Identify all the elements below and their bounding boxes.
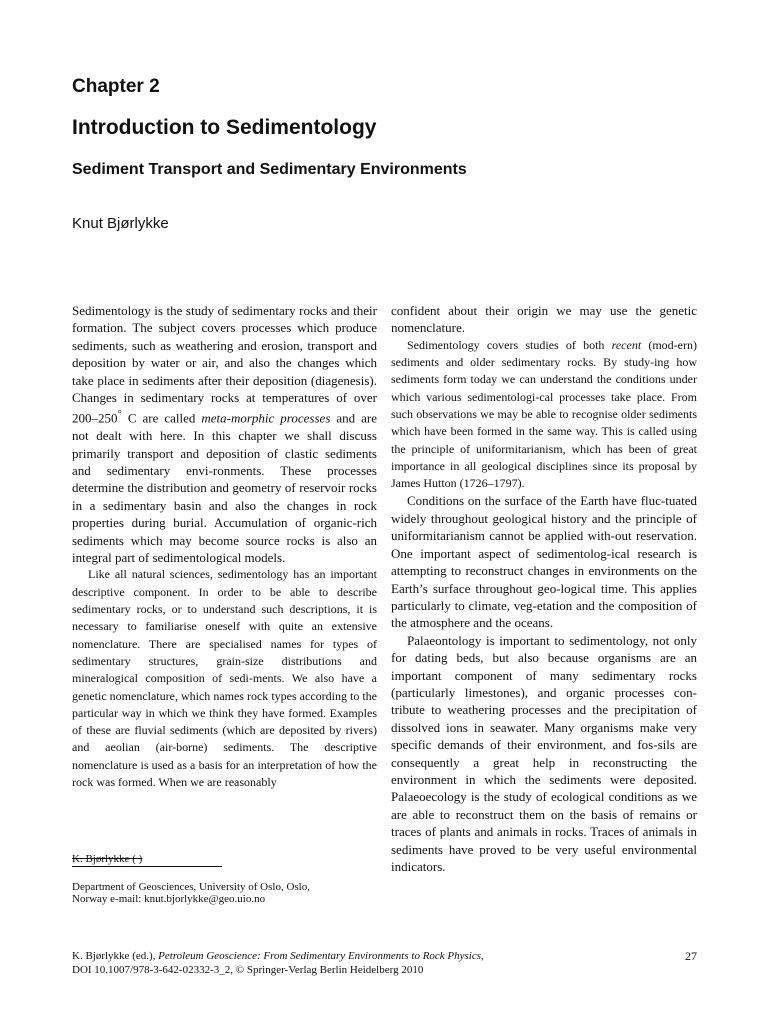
right-paragraph-2-text-a: Sedimentology covers studies of both (407, 337, 612, 352)
right-column (391, 302, 697, 875)
footer-doi: DOI 10.1007/978-3-642-02332-3_2, © Springer-Verlag Berlin Heidelberg 2010 (72, 964, 424, 976)
left-paragraph-1-text-a: Sedimentology is the study of sedimentary rocks and their formation. The subject covers processes which produce sediments, such as weathering and erosion, transport and deposition by water or air, and also the changes which take place in sediments after their deposition (diagenesis). Changes in sedimentary rocks at temperatures of over 200–250 (72, 303, 377, 426)
chapter-title: Introduction to Sedimentology (72, 116, 377, 139)
footnote-author-name: K. Bjørlykke ( ) (72, 853, 143, 865)
left-column (72, 302, 377, 791)
page-number: 27 (685, 949, 697, 963)
italic-term-metamorphic: meta-morphic processes (201, 410, 331, 426)
chapter-label: Chapter 2 (72, 76, 160, 97)
citation-comma: , (481, 950, 484, 962)
right-paragraph-1: confident about their origin we may use the genetic nomenclature. (391, 303, 697, 336)
degree-symbol: ° (117, 408, 122, 421)
citation-editor: K. Bjørlykke (ed.), (72, 950, 159, 962)
right-paragraph-3: Conditions on the surface of the Earth have fluc-tuated widely throughout geological history and the principle of uniformitarianism cannot be applied with-out reservation. One important aspect of sedimentolog-ical research is attempting to reconstruct changes in environments on the Earth’s surface throughout geo-logical time. This applies particularly to climate, veg-etation and the composition of the atmosphere and the oceans. (391, 493, 697, 631)
right-paragraph-2 (391, 337, 697, 493)
left-paragraph-2: Like all natural sciences, sedimentology has an important descriptive component. In order to be able to describe sedimentary rocks, or to understand such descriptions, it is necessary to familiarise oneself with quite an extensive nomenclature. There are specialised names for types of sedimentary structures, grain-size distributions and mineralogical composition of sedi-ments. We also have a genetic nomenclature, which names rock types according to the particular way in which we think they have formed. Examples of these are fluvial sediments (which are deposited by rivers) and aeolian (air-borne) sediments. The descriptive nomenclature is used as a basis for an interpretation of how the rock was formed. When we are reasonably (72, 567, 377, 789)
left-paragraph-1 (72, 302, 377, 566)
chapter-subtitle: Sediment Transport and Sedimentary Environments (72, 161, 467, 178)
citation-book-title: Petroleum Geoscience: From Sedimentary Environments to Rock Physics (158, 950, 482, 962)
footnote-affiliation-line-2: Norway e-mail: knut.bjorlykke@geo.uio.no (72, 893, 266, 905)
footer-citation (72, 949, 697, 963)
right-paragraph-4: Palaeontology is important to sedimentology, not only for dating beds, but also because organisms are an important component of many sedimentary rocks (particularly limestones), and organic processes con-tribute to weathering processes and the precipitation of dissolved ions in seawater. Many organisms make very specific demands of their environment, and fos-sils are consequently a great help in reconstructing the environment in which the sediments were deposited. Palaeoecology is the study of ecological conditions as we are able to reconstruct them on the basis of remains or traces of plants and animals in rocks. Traces of animals in sediments have proved to be very useful environmental indicators. (391, 632, 697, 875)
author-name: Knut Bjørlykke (72, 215, 169, 232)
left-paragraph-1-text-b: C are called (121, 410, 202, 426)
footnote-affiliation-line-1: Department of Geosciences, University of Oslo, Oslo, (72, 880, 310, 893)
author-footnote (72, 853, 372, 906)
footnote-rule (72, 853, 222, 867)
right-paragraph-2-text-b: (mod-ern) sediments and older sedimentary rocks. By study-ing how sediments form today we can understand the conditions under which various sedimentologi-cal processes take place. From such observations we may be able to recognise older sediments which have been formed in the same way. This is called using the principle of uniformitarianism, which has been of great importance in all geological disciplines since its proposal by James Hutton (1726–1797). (391, 337, 697, 491)
left-paragraph-1-text-c: and are not dealt with here. In this chapter we shall discuss primarily transport and deposition of clastic sediments and sedimentary envi-ronments. These processes determine the distribution and geometry of reservoir rocks in a sedimentary basin and also the changes in rock properties during burial. Accumulation of organic-rich sediments which may become source rocks is also an integral part of sedimentological models. (72, 410, 377, 566)
page-footer (72, 949, 697, 977)
italic-term-recent: recent (611, 337, 642, 352)
